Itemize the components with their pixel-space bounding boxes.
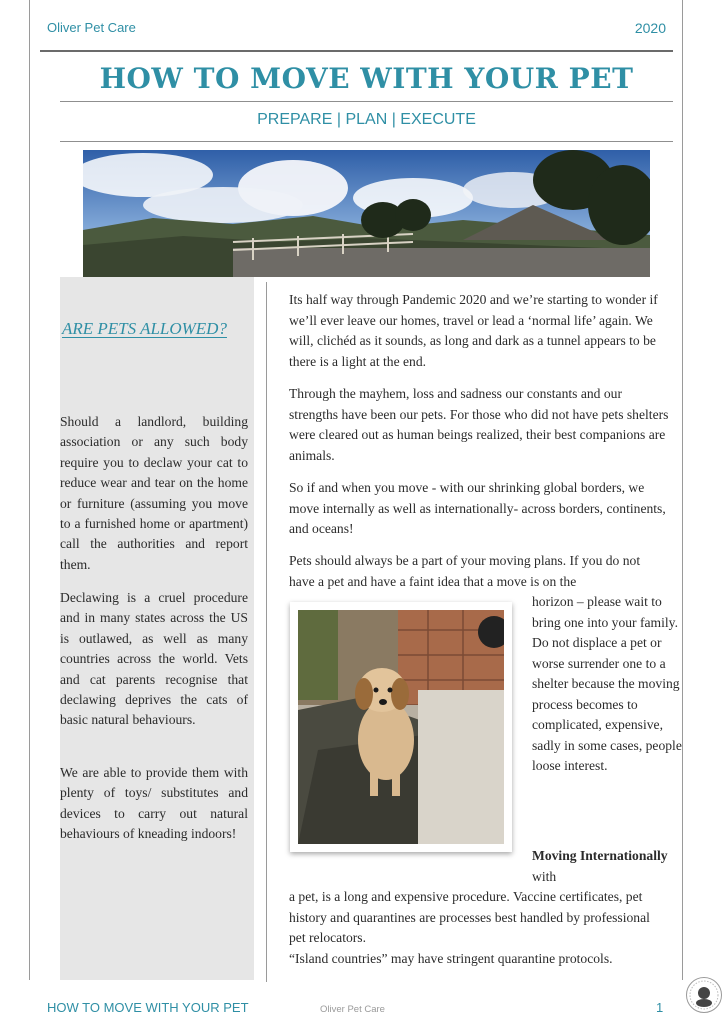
moving-paragraph: a pet, is a long and expensive procedure. Vaccine certificates, pet history and quarantines are processes best handled by professional pet relocators.	[289, 889, 650, 946]
header-year: 2020	[634, 20, 666, 36]
page-right-border	[682, 0, 683, 980]
page-title: HOW TO MOVE WITH YOUR PET	[99, 62, 634, 95]
footer-brand: Oliver Pet Care	[320, 1004, 385, 1015]
sidebar-title: ARE PETS ALLOWED?	[62, 319, 227, 338]
page-left-border	[29, 0, 30, 980]
sidebar-paragraph: Should a landlord, building association or any such body require you to declaw your cat to reduce wear and tear on the home or furniture (assuming you move to a furnished home or apartment) call the authorities and report them.	[60, 414, 248, 572]
moving-heading-bold: Moving Internationally	[532, 848, 668, 863]
main-paragraph: Pets should always be a part of your moving plans. If you do not have a pet and have a faint idea that a move is on the	[289, 553, 641, 589]
sidebar-paragraph: We are able to provide them with plenty of toys/ substitutes and devices to carry out natural behaviours of kneading indoors!	[60, 765, 248, 842]
dog-photo	[290, 602, 512, 852]
sidebar-paragraph: Declawing is a cruel procedure and in many states across the US is outlawed, as well as many countries across the world. Vets and cat parents recognise that declawing deprives the cats of basic natural behaviours.	[60, 590, 248, 728]
moving-heading-tail: with	[532, 868, 557, 884]
island-note: “Island countries” may have stringent quarantine protocols.	[289, 950, 613, 966]
main-paragraph: Through the mayhem, loss and sadness our constants and our strengths have been our pets. For those who did not have pets shelters were cleared out as human beings realized, their best companions are animals.	[289, 386, 669, 463]
main-paragraph: So if and when you move - with our shrinking global borders, we move internally as well as internationally- across borders, continents, and oceans!	[289, 480, 666, 537]
header-brand: Oliver Pet Care	[47, 20, 136, 35]
title-rule-bottom	[60, 141, 673, 142]
page-number: 1	[656, 1000, 664, 1015]
moving-heading	[532, 846, 692, 887]
main-paragraph: Its half way through Pandemic 2020 and we’re starting to wonder if we’ll ever leave our homes, travel or lead a ‘normal life’ again. We will, clichéd as it sounds, as long and dark as a tunnel appears to be there is a light at the end.	[289, 292, 658, 369]
page-subtitle: PREPARE | PLAN | EXECUTE	[257, 111, 476, 128]
title-rule-top	[60, 101, 673, 102]
header-rule	[40, 50, 673, 52]
moving-paragraph-block	[289, 887, 669, 969]
column-divider	[266, 282, 267, 982]
watermark-badge-icon	[686, 977, 722, 1013]
mountain-landscape-photo	[83, 150, 650, 277]
wrap-paragraph: horizon – please wait to bring one into your family. Do not displace a pet or worse surrender one to a shelter because the moving process becomes to complicated, expensive, sadly in some cases, people loose interest.	[532, 594, 682, 773]
footer-title: HOW TO MOVE WITH YOUR PET	[47, 1000, 249, 1015]
